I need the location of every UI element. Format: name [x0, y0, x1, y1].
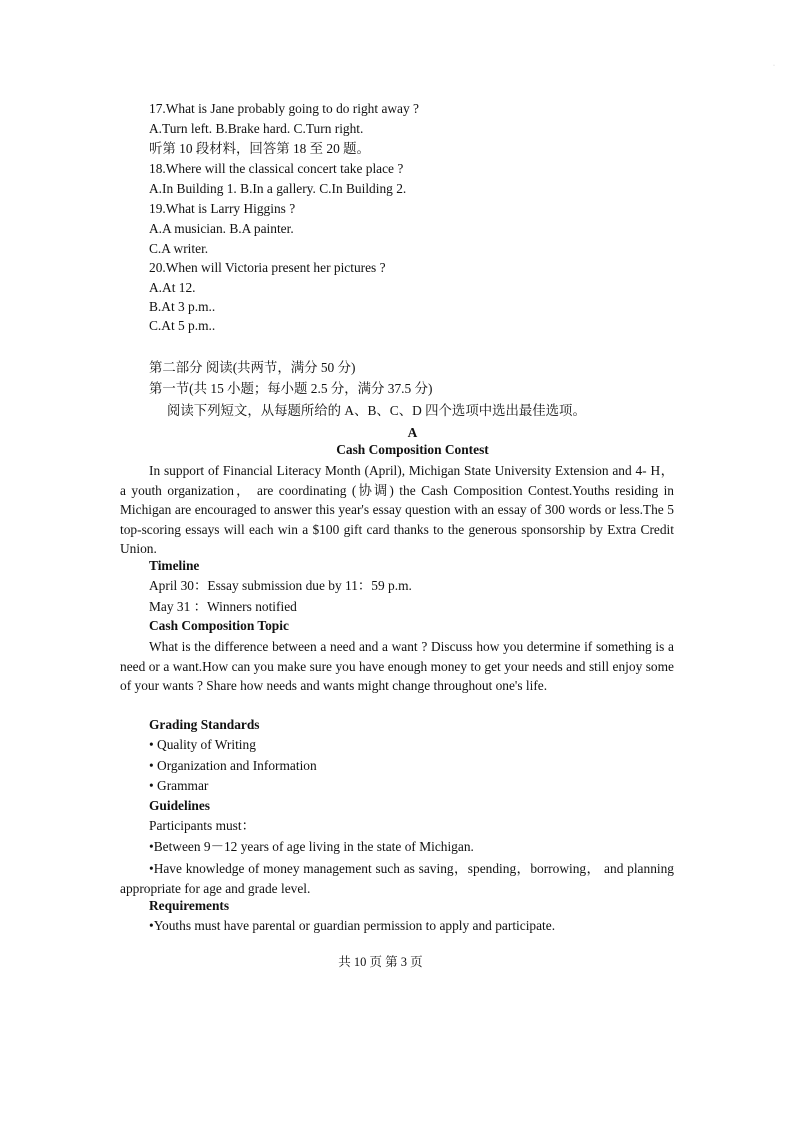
question-17-options: A.Turn left. B.Brake hard. C.Turn right.: [149, 121, 364, 136]
scan-dot: ·: [773, 63, 775, 69]
guidelines-heading: Guidelines: [149, 798, 211, 813]
question-20-option-c: C.At 5 p.m..: [149, 318, 216, 333]
section-10-instruction: 听第 10 段材料，回答第 18 至 20 题。: [149, 141, 370, 156]
guidelines-intro: Participants must：: [149, 818, 256, 833]
passage-letter: A: [407, 425, 418, 440]
guideline-item-1: •Between 9－12 years of age living in the state of Michigan.: [149, 839, 474, 854]
question-18-options: A.In Building 1. B.In a gallery. C.In Building 2.: [149, 181, 407, 196]
requirements-heading: Requirements: [149, 898, 230, 913]
question-20-option-b: B.At 3 p.m..: [149, 299, 216, 314]
reading-instruction: 阅读下列短文，从每题所给的 A、B、C、D 四个选项中选出最佳选项。: [167, 403, 586, 418]
guideline-item-2: •Have knowledge of money management such as saving，spending，borrowing， and planning appropriate for age and grade level.: [120, 861, 674, 896]
timeline-item-1: April 30：Essay submission due by 11：59 p.m.: [149, 578, 412, 593]
page-footer: 共 10 页 第 3 页: [338, 955, 423, 969]
question-20-option-a: A.At 12.: [149, 280, 196, 295]
question-18: 18.Where will the classical concert take place ?: [149, 161, 404, 176]
question-20: 20.When will Victoria present her pictures ?: [149, 260, 386, 275]
question-17: 17.What is Jane probably going to do right away ?: [149, 101, 419, 116]
grading-item-3: • Grammar: [149, 778, 209, 793]
question-19: 19.What is Larry Higgins ?: [149, 201, 296, 216]
passage-title: Cash Composition Contest: [336, 442, 489, 457]
grading-item-1: • Quality of Writing: [149, 737, 256, 752]
grading-heading: Grading Standards: [149, 717, 260, 732]
topic-text: What is the difference between a need and a want ? Discuss how you determine if something is a need or a want.How can you make sure you have enough money to get your needs and still enjoy some of your wants ? Share how needs and wants might change throughout one's life.: [120, 639, 674, 693]
reading-part-title: 第二部分 阅读(共两节，满分 50 分): [149, 360, 356, 375]
question-19-options-ab: A.A musician. B.A painter.: [149, 221, 294, 236]
requirement-item-1: •Youths must have parental or guardian permission to apply and participate.: [149, 918, 556, 933]
passage-intro: In support of Financial Literacy Month (April), Michigan State University Extension and 4- H， a youth organization， are coordinating (协调) the Cash Composition Contest.Youths residing in Michigan are encouraged to answer this year's essay question with an essay of 300 words or less.The 5 top-scoring essays will each win a $100 gift card thanks to the generous sponsorship by Extra Credit Union.: [120, 463, 674, 556]
timeline-item-2: May 31 ：Winners notified: [149, 599, 297, 614]
timeline-heading: Timeline: [149, 558, 200, 573]
topic-heading: Cash Composition Topic: [149, 618, 289, 633]
question-19-option-c: C.A writer.: [149, 241, 209, 256]
grading-item-2: • Organization and Information: [149, 758, 317, 773]
reading-section-title: 第一节(共 15 小题；每小题 2.5 分，满分 37.5 分): [149, 381, 433, 396]
